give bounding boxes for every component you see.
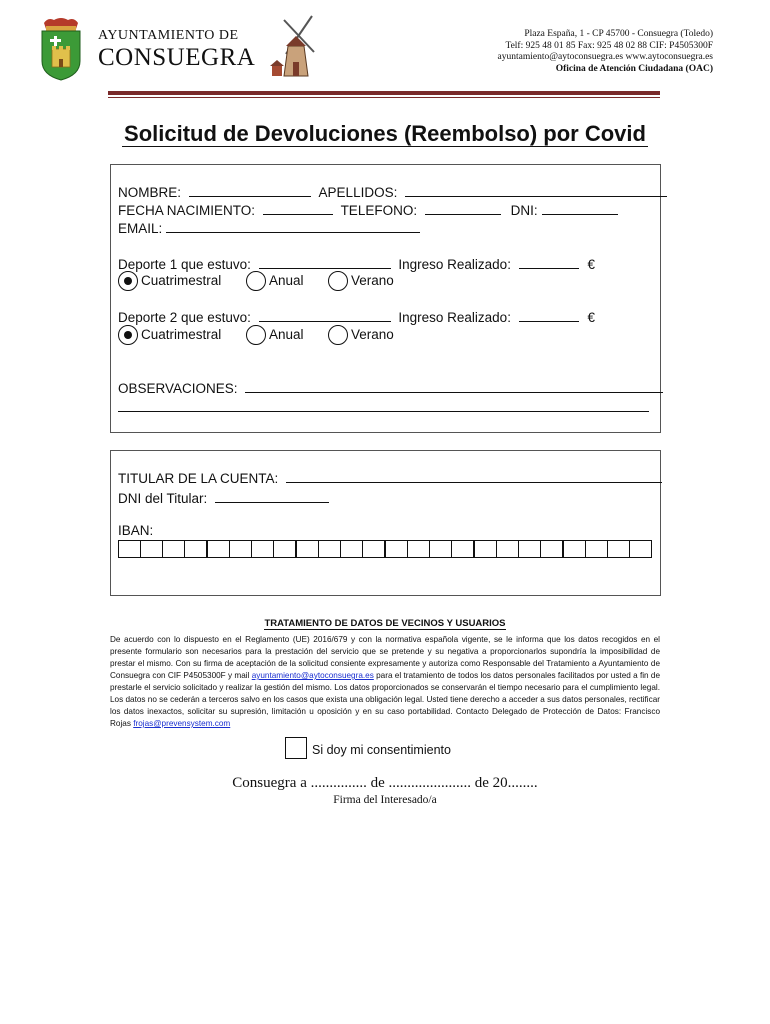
iban-cell[interactable]: [475, 541, 497, 557]
iban-cell[interactable]: [230, 541, 252, 557]
phones: Telf: 925 48 01 85 Fax: 925 48 02 88 CIF: P4505300F: [505, 40, 713, 51]
observaciones-field[interactable]: [245, 379, 663, 393]
iban-cell[interactable]: [564, 541, 586, 557]
date-line: Consuegra a ............... de ...................... de 20........: [232, 775, 538, 791]
iban-cell[interactable]: [319, 541, 341, 557]
titular-field[interactable]: [286, 469, 662, 483]
row-deporte2: [118, 308, 595, 325]
titular-label: TITULAR DE LA CUENTA:: [118, 471, 279, 486]
deporte2-option-verano: Verano: [351, 327, 394, 342]
iban-cell[interactable]: [608, 541, 630, 557]
observaciones-label: OBSERVACIONES:: [118, 381, 238, 396]
org-name-line1: AYUNTAMIENTO DE: [98, 28, 239, 43]
deporte2-option-anual: Anual: [269, 327, 304, 342]
deporte2-option-cuatrimestral: Cuatrimestral: [141, 327, 222, 342]
iban-cell[interactable]: [497, 541, 519, 557]
privacy-body-part2: para el tratamiento de todos los datos personales facilitados por usted a fin de prestarle el servicio solicitado y realizar la gestión del mismo. Los datos proporcionados se conservarán el tiempo necesario para el cumplimiento legal. Los datos no se cederán a terceros salvo en los casos que exista una obligación legal. Usted tiene derecho a acceder a sus datos personales, rectificar los datos inexactos, solicitar su supresión, limitación u oposición y en su caso portabilidad. Contacto Delegado de Protección de Datos: Francisco Rojas: [110, 671, 661, 728]
ingreso1-label: Ingreso Realizado:: [398, 257, 511, 272]
iban-cell[interactable]: [363, 541, 386, 557]
row-email: [118, 219, 420, 236]
ingreso1-field[interactable]: [519, 255, 579, 269]
consent-label: Si doy mi consentimiento: [312, 743, 451, 757]
responsable-email-link[interactable]: ayuntamiento@aytoconsuegra.es: [251, 671, 374, 680]
office-name: Oficina de Atención Ciudadana (OAC): [555, 63, 713, 74]
row-fecha: [118, 201, 618, 218]
privacy-text: [110, 634, 660, 730]
coat-of-arms-logo: [40, 17, 82, 81]
row-nombre: [118, 183, 667, 200]
windmill-logo: [264, 12, 332, 80]
deporte1-field[interactable]: [259, 255, 391, 269]
header-rule-thin: [108, 97, 660, 98]
deporte2-label: Deporte 2 que estuvo:: [118, 310, 251, 325]
iban-cell[interactable]: [452, 541, 475, 557]
iban-cell[interactable]: [185, 541, 208, 557]
ingreso2-label: Ingreso Realizado:: [398, 310, 511, 325]
fecha-nacimiento-field[interactable]: [263, 201, 333, 215]
dni-titular-field[interactable]: [215, 489, 329, 503]
header-rule-thick: [108, 91, 660, 95]
iban-cell[interactable]: [297, 541, 319, 557]
address: Plaza España, 1 - CP 45700 - Consuegra (Toledo): [524, 29, 713, 39]
deporte1-radio-anual[interactable]: [246, 271, 266, 291]
deporte1-option-anual: Anual: [269, 273, 304, 288]
iban-cell[interactable]: [586, 541, 608, 557]
dni-label: DNI:: [510, 203, 538, 218]
consent-checkbox[interactable]: [285, 737, 307, 759]
deporte2-radio-anual[interactable]: [246, 325, 266, 345]
telefono-label: TELEFONO:: [340, 203, 418, 218]
nombre-label: NOMBRE:: [118, 185, 182, 200]
iban-cell[interactable]: [630, 541, 651, 557]
observaciones-extra-line[interactable]: [118, 411, 649, 412]
deporte1-radio-cuatrimestral[interactable]: [118, 271, 138, 291]
row-dni-titular: [118, 489, 329, 506]
privacy-body-part1: De acuerdo con lo dispuesto en el Reglamento (UE) 2016/679 y con la normativa española vigente, se le informa que los datos recogidos en el presente formulario son necesarios para la prestación del servicio que se pretende y su negativa a proporcionarlos supondría la imposibilidad de prestar el mismo. Con su firma de aceptación de la solicitud consiente expresamente y autoriza como Responsable del Tratamiento a Ayuntamiento de Consuegra con CIF P4505300F y mail: [110, 635, 660, 680]
dni-titular-label: DNI del Titular:: [118, 491, 208, 506]
email-field[interactable]: [166, 219, 420, 233]
iban-label: IBAN:: [118, 523, 154, 538]
iban-cell[interactable]: [430, 541, 452, 557]
iban-cell[interactable]: [274, 541, 297, 557]
iban-cell[interactable]: [141, 541, 163, 557]
deporte1-radio-verano[interactable]: [328, 271, 348, 291]
email-label: EMAIL:: [118, 221, 163, 236]
deporte2-radio-cuatrimestral[interactable]: [118, 325, 138, 345]
iban-cell[interactable]: [119, 541, 141, 557]
row-deporte1: [118, 255, 595, 272]
currency2: €: [587, 310, 595, 325]
apellidos-label: APELLIDOS:: [318, 185, 398, 200]
iban-cell[interactable]: [252, 541, 274, 557]
deporte2-radio-verano[interactable]: [328, 325, 348, 345]
row-observaciones: [118, 379, 663, 396]
telefono-field[interactable]: [425, 201, 501, 215]
iban-cell[interactable]: [341, 541, 363, 557]
org-name-line2: CONSUEGRA: [98, 44, 256, 71]
iban-grid[interactable]: [118, 540, 652, 558]
dpo-email-link[interactable]: frojas@prevensystem.com: [133, 719, 231, 728]
iban-cell[interactable]: [386, 541, 408, 557]
document-title: Solicitud de Devoluciones (Reembolso) por Covid: [124, 121, 646, 146]
privacy-title: TRATAMIENTO DE DATOS DE VECINOS Y USUARIOS: [264, 618, 506, 629]
deporte1-option-verano: Verano: [351, 273, 394, 288]
iban-cell[interactable]: [541, 541, 564, 557]
deporte1-option-cuatrimestral: Cuatrimestral: [141, 273, 222, 288]
ingreso2-field[interactable]: [519, 308, 579, 322]
deporte1-label: Deporte 1 que estuvo:: [118, 257, 251, 272]
fecha-nacimiento-label: FECHA NACIMIENTO:: [118, 203, 256, 218]
currency1: €: [587, 257, 595, 272]
iban-cell[interactable]: [163, 541, 185, 557]
apellidos-field[interactable]: [405, 183, 667, 197]
deporte2-field[interactable]: [259, 308, 391, 322]
iban-cell[interactable]: [408, 541, 430, 557]
iban-cell[interactable]: [208, 541, 230, 557]
web-email: ayuntamiento@aytoconsuegra.es www.aytoconsuegra.es: [497, 52, 713, 62]
dni-field[interactable]: [542, 201, 618, 215]
row-titular: [118, 469, 662, 486]
iban-cell[interactable]: [519, 541, 541, 557]
contact-block: [498, 29, 713, 75]
nombre-field[interactable]: [189, 183, 311, 197]
signature-label: Firma del Interesado/a: [333, 794, 437, 806]
